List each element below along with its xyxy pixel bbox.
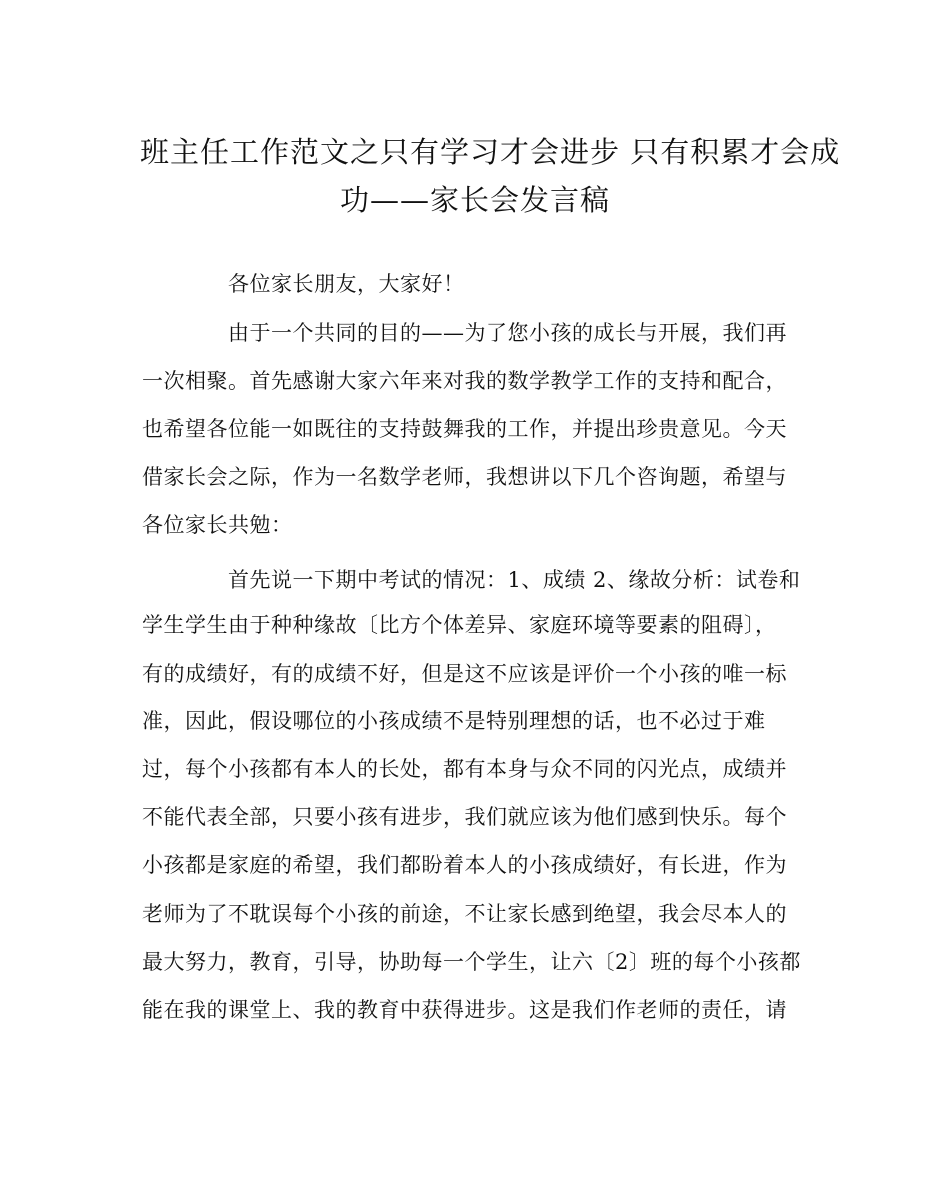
title-line-1: 班主任工作范文之只有学习才会进步 只有积累才会成	[140, 135, 841, 169]
body-line: 各位家长共勉：	[142, 513, 293, 537]
body-line: 有的成绩好，有的成绩不好，但是这不应该是评价一个小孩的唯一标	[142, 662, 787, 686]
body-line: 老师为了不耽误每个小孩的前途，不让家长感到绝望，我会尽本人的	[142, 902, 787, 926]
body-line: 也希望各位能一如既往的支持鼓舞我的工作，并提出珍贵意见。今天	[142, 417, 787, 441]
greeting-line: 各位家长朋友，大家好！	[228, 272, 465, 296]
title-line-2: 功——家长会发言稿	[339, 183, 610, 217]
body-line: 由于一个共同的目的——为了您小孩的成长与开展，我们再	[228, 321, 787, 345]
body-line: 准，因此，假设哪位的小孩成绩不是特别理想的话，也不必过于难	[142, 709, 766, 733]
body-line: 过，每个小孩都有本人的长处，都有本身与众不同的闪光点，成绩并	[142, 757, 787, 781]
body-line: 学生学生由于种种缘故〔比方个体差异、家庭环境等要素的阻碍〕，	[142, 613, 777, 637]
body-line: 小孩都是家庭的希望，我们都盼着本人的小孩成绩好，有长进，作为	[142, 853, 787, 877]
body-line: 借家长会之际，作为一名数学老师，我想讲以下几个咨询题，希望与	[142, 465, 787, 489]
body-line: 不能代表全部，只要小孩有进步，我们就应该为他们感到快乐。每个	[142, 805, 787, 829]
body-line: 首先说一下期中考试的情况：1、成绩 2、缘故分析：试卷和	[228, 568, 801, 592]
body-line: 一次相聚。首先感谢大家六年来对我的数学教学工作的支持和配合，	[142, 369, 787, 393]
body-line: 最大努力，教育，引导，协助每一个学生，让六〔2〕班的每个小孩都	[142, 950, 801, 974]
body-line: 能在我的课堂上、我的教育中获得进步。这是我们作老师的责任，请	[142, 998, 787, 1022]
